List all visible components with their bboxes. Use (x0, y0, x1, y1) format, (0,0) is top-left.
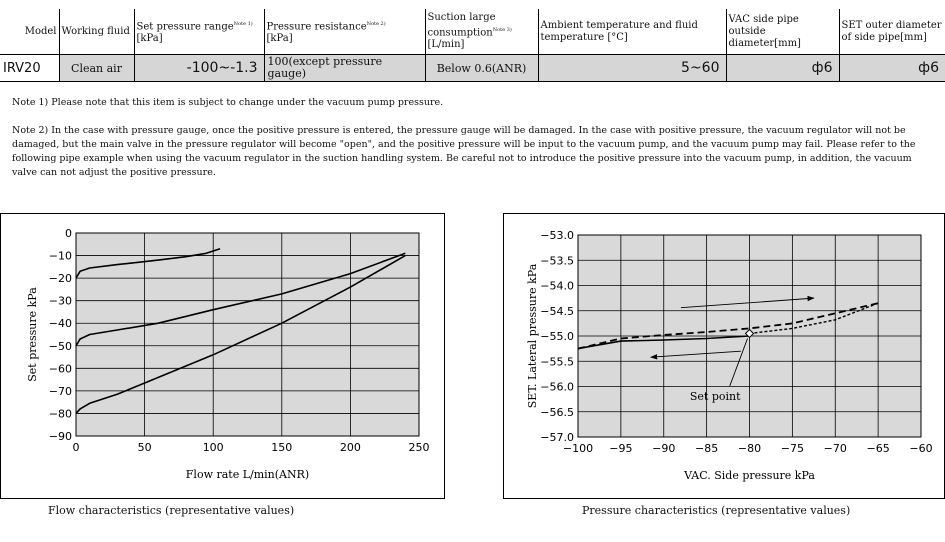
cell-set-od: ф6 (839, 55, 945, 82)
y-tick-label: −20 (48, 272, 72, 286)
x-tick-label: −100 (562, 442, 594, 455)
x-tick-label: 50 (137, 441, 152, 454)
cell-model: IRV20 (0, 55, 59, 82)
header-model: Model (24, 25, 57, 37)
y-tick-label: −54.5 (540, 304, 574, 318)
header-suction (425, 9, 538, 55)
header-ambient (538, 9, 726, 55)
y-tick-label: −90 (48, 430, 72, 443)
y-tick-label: −57.0 (540, 431, 574, 444)
y-tick-label: −56.0 (540, 380, 574, 394)
y-tick-label: −50 (48, 339, 72, 353)
pressure-chart-caption: Pressure characteristics (representative values) (582, 504, 851, 517)
note-2: Note 2) In the case with pressure gauge, once the positive pressure is entered, the pressure gauge will be damaged. In the case with positive pressure, the vacuum regulator will not be damaged, but the main valve in the pressure regulator will become "open", and the positive pressure will be input to the vacuum pump, and the vacuum pump may fail. Please refer to the following pipe example when using the vacuum regulator in the suction handling system. Be careful not to introduce the positive pressure into the vacuum pump, in addition, the vacuum valve can not adjust the positive pressure. (12, 125, 916, 178)
y-tick-label: −60 (48, 362, 72, 376)
cell-ambient: 5~60 (538, 55, 726, 82)
x-tick-label: −95 (609, 442, 633, 455)
header-vac (726, 9, 839, 55)
header-set-range-note: Note 1) (233, 20, 253, 27)
x-tick-label: −85 (695, 442, 719, 455)
y-tick-label: −54.0 (540, 279, 574, 293)
note-1: Note 1) Please note that this item is subject to change under the vacuum pump pressure. (12, 97, 444, 108)
y-tick-label: −56.5 (540, 405, 574, 419)
header-vac-line1: VAC side pipe (728, 13, 799, 25)
table-header-row (0, 9, 945, 55)
x-axis-label: VAC. Side pressure kPa (684, 469, 815, 482)
y-tick-label: −40 (48, 317, 72, 331)
flow-chart-caption: Flow characteristics (representative values) (48, 504, 295, 517)
header-set-range-unit: [kPa] (136, 33, 163, 45)
x-tick-label: −70 (823, 442, 847, 455)
spec-table (0, 9, 945, 82)
x-tick-label: −65 (866, 442, 890, 455)
y-tick-label: 0 (65, 227, 72, 240)
header-resistance (264, 9, 425, 55)
header-set-range (134, 9, 264, 55)
x-tick-label: 150 (271, 441, 293, 454)
pressure-chart (503, 213, 945, 499)
y-tick-label: −70 (48, 384, 72, 398)
header-set-range-label: Set pressure range (136, 21, 234, 33)
x-tick-label: −60 (909, 442, 933, 455)
header-ambient-line2: temperature [°C] (540, 31, 628, 43)
y-tick-label: −55.5 (540, 355, 574, 369)
header-suction-line1: Suction large (427, 11, 496, 23)
x-tick-label: 100 (202, 441, 224, 454)
cell-set-range: -100~-1.3 (134, 55, 264, 82)
header-fluid: Working fluid (59, 9, 134, 55)
y-tick-label: −53.0 (540, 229, 574, 242)
y-tick-label: −80 (48, 407, 72, 421)
flow-chart (0, 213, 445, 499)
y-tick-label: −55.0 (540, 330, 574, 343)
header-resistance-label: Pressure resistance (266, 21, 367, 33)
header-resistance-unit: [kPa] (266, 33, 293, 45)
header-vac-line2: outside diameter[mm] (728, 25, 801, 49)
x-axis-label: Flow rate L/min(ANR) (185, 468, 310, 481)
x-tick-label: −80 (737, 442, 762, 455)
header-resistance-note: Note 2) (366, 20, 386, 27)
x-tick-label: −90 (652, 442, 676, 455)
cell-vac: ф6 (726, 55, 839, 82)
x-tick-label: 0 (72, 441, 80, 454)
cell-suction: Below 0.6(ANR) (425, 55, 538, 82)
y-tick-label: −30 (48, 294, 72, 308)
header-set-od-line1: SET outer diameter (841, 19, 942, 31)
header-set-od (839, 9, 945, 55)
y-tick-label: −10 (48, 249, 72, 263)
header-suction-unit: [L/min] (427, 39, 465, 51)
x-tick-label: 200 (339, 441, 361, 454)
x-tick-label: 250 (408, 441, 430, 454)
y-axis-label: SET. Lateral pressure kPa (526, 263, 539, 409)
x-tick-label: −75 (780, 442, 804, 455)
table-row (0, 55, 945, 82)
header-suction-line2: consumption (427, 27, 493, 39)
header-set-od-line2: of side pipe[mm] (841, 31, 927, 43)
y-tick-label: −53.5 (540, 254, 574, 268)
y-axis-label: Set pressure kPa (26, 287, 39, 382)
set-point-label: Set point (689, 390, 741, 404)
header-ambient-line1: Ambient temperature and fluid (540, 19, 698, 31)
cell-resistance: 100(except pressure gauge) (264, 55, 425, 82)
cell-fluid: Clean air (59, 55, 134, 82)
header-suction-note: Note 3) (492, 26, 512, 33)
